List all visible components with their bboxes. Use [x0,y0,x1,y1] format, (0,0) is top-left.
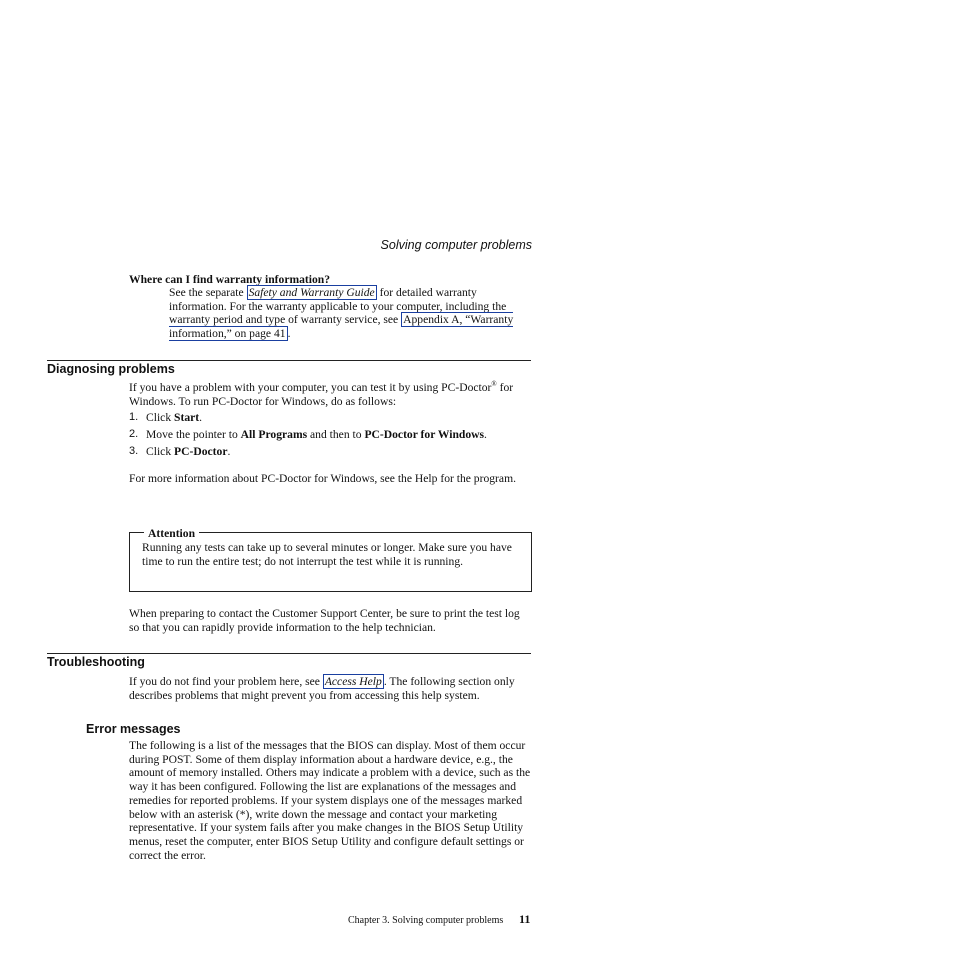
step-2: 2. Move the pointer to All Programs and then to PC-Doctor for Windows. [129,428,487,442]
attention-label: Attention [144,527,199,541]
pc-doctor-steps [129,411,531,463]
troubleshooting-intro: If you do not find your problem here, see Access Help . The following section only describes problems that might prevent you from accessing this help system. [129,675,515,702]
appendix-a-link[interactable]: Appendix A, “Warranty information,” on page 41 [169,313,514,341]
safety-warranty-guide-link[interactable]: Safety and Warranty Guide [248,286,375,299]
warranty-question: Where can I find warranty information? [129,273,331,286]
access-help-link[interactable]: Access Help [324,675,382,688]
heading-diagnosing-problems: Diagnosing problems [47,362,175,376]
section-rule-diagnosing [47,360,531,361]
attention-text: Running any tests can take up to several minutes or longer. Make sure you have time to run the entire test; do not interrupt the test while it is running. [142,541,512,568]
heading-error-messages: Error messages [86,722,181,736]
step-1: 1. Click Start. [129,411,203,424]
footer-chapter: Chapter 3. Solving computer problems [348,915,504,926]
warranty-text-2: for detailed warranty information. For the warranty applicable to your computer, including the warranty period and type of warranty service, see [169,286,507,327]
section-rule-troubleshooting [47,653,531,654]
running-head: Solving computer problems [380,238,532,252]
error-messages-text: The following is a list of the messages that the BIOS can display. Most of them occur during POST. Some of them display information about a hardware device, e.g., the amount of memory installed. Others may indicate a problem with a device, such as the way it has been configured. Following the list are explanations of the messages and remedies for reported problems. If your system displays one of the messages marked below with an asterisk (*), write down the message and contact your marketing representative. If your system fails after you make changes in the BIOS Setup Utility menus, reset the computer, enter BIOS Setup Utility and configure default settings or correct the error. [129,739,531,862]
warranty-text-1: See the separate [169,286,247,299]
page-number: 11 [519,912,531,926]
heading-troubleshooting: Troubleshooting [47,655,145,669]
warranty-answer [169,286,531,341]
registered-mark: ® [491,380,497,389]
diagnosing-intro: If you have a problem with your computer, you can test it by using PC-Doctor® for Windows. To run PC-Doctor for Windows, do as follows: [129,380,514,408]
step-3: 3. Click PC-Doctor. [129,445,231,459]
warranty-text-3: . [287,327,291,341]
support-center-note: When preparing to contact the Customer Support Center, be sure to print the test log so that you can rapidly provide information to the help technician. [129,607,520,634]
pc-doctor-help-note: For more information about PC-Doctor for Windows, see the Help for the program. [129,472,516,485]
